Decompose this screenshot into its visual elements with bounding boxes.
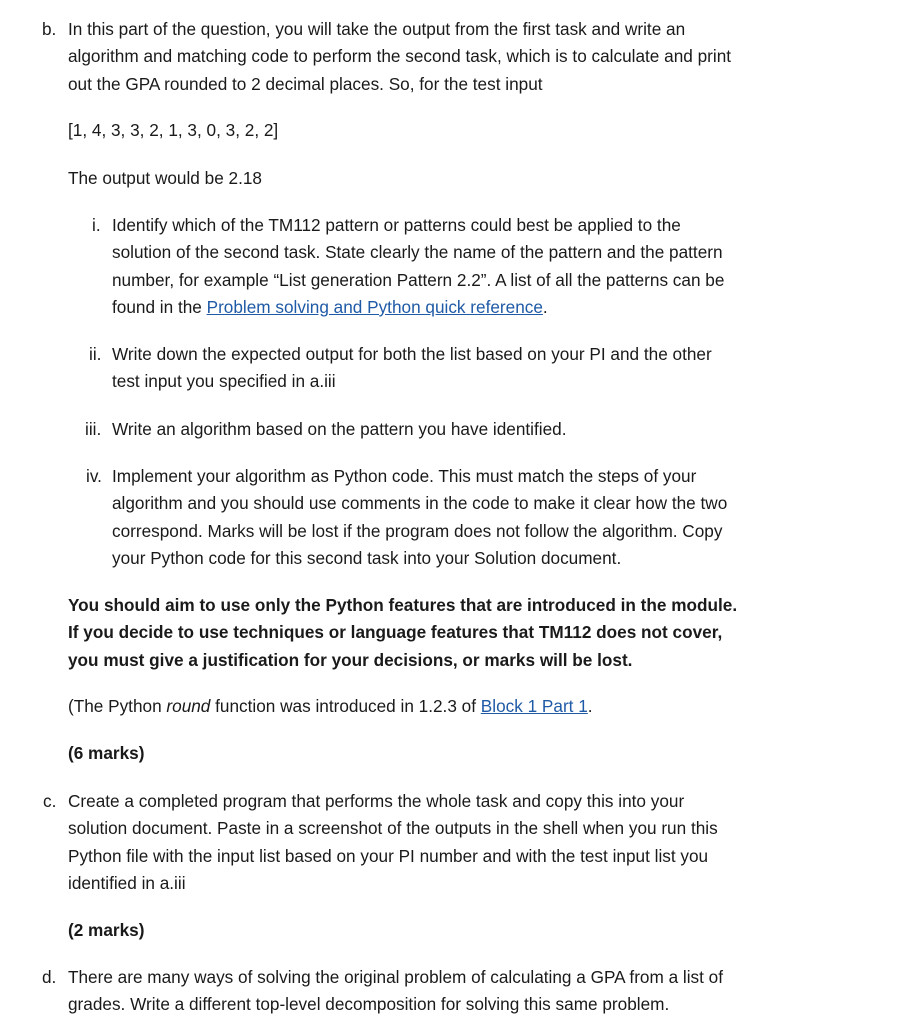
part-c-marker: c. bbox=[43, 791, 57, 811]
item-i-line-4-pre: found in the bbox=[112, 296, 207, 317]
item-iii-marker: iii. bbox=[85, 419, 102, 439]
item-i bbox=[112, 212, 902, 321]
item-ii-marker: ii. bbox=[89, 344, 102, 364]
block-1-part-1-link[interactable]: Block 1 Part 1 bbox=[480, 696, 588, 716]
part-b-line-2: algorithm and matching code to perform the second task, which is to calculate and print bbox=[68, 46, 732, 67]
expected-output-text: The output would be 2.18 bbox=[68, 168, 262, 188]
item-i-line-4 bbox=[112, 294, 902, 321]
bold-note bbox=[68, 592, 908, 674]
round-note-post: . bbox=[587, 696, 593, 716]
part-b-marker: b. bbox=[42, 19, 57, 39]
test-input: [1, 4, 3, 3, 2, 1, 3, 0, 3, 2, 2] bbox=[68, 120, 279, 140]
item-i-line-4-post: . bbox=[542, 296, 548, 317]
round-note bbox=[68, 693, 593, 720]
part-c-line-2: solution document. Paste in a screenshot of the outputs in the shell when you run this bbox=[68, 818, 718, 839]
part-c-line-1: Create a completed program that performs the whole task and copy this into your bbox=[68, 791, 685, 811]
item-ii-line-2: test input you specified in a.iii bbox=[112, 371, 336, 392]
item-iv-line-2: algorithm and you should use comments in the code to make it clear how the two bbox=[112, 493, 728, 514]
part-d-line-2: grades. Write a different top-level decomposition for solving this same problem. bbox=[68, 994, 670, 1015]
item-iv-line-1: Implement your algorithm as Python code. This must match the steps of your bbox=[112, 466, 697, 486]
item-iv bbox=[112, 463, 902, 572]
part-c-marks: (2 marks) bbox=[68, 920, 145, 940]
part-b-line-3: out the GPA rounded to 2 decimal places. So, for the test input bbox=[68, 73, 543, 94]
bold-note-line-2: If you decide to use techniques or language features that TM112 does not cover, bbox=[68, 622, 723, 643]
round-note-mid: function was introduced in 1.2.3 of bbox=[210, 696, 481, 716]
bold-note-line-3: you must give a justification for your decisions, or marks will be lost. bbox=[68, 649, 633, 670]
item-iv-line-4: your Python code for this second task into your Solution document. bbox=[112, 547, 622, 568]
bold-note-line-1: You should aim to use only the Python features that are introduced in the module. bbox=[68, 595, 738, 615]
item-i-marker: i. bbox=[92, 215, 101, 235]
item-i-line-3: number, for example “List generation Pattern 2.2”. A list of all the patterns can be bbox=[112, 269, 725, 290]
part-d-marker: d. bbox=[42, 967, 57, 987]
part-b-line-1: In this part of the question, you will take the output from the first task and write an bbox=[68, 19, 686, 39]
item-iii-line-1: Write an algorithm based on the pattern you have identified. bbox=[112, 419, 567, 439]
part-c-line-4: identified in a.iii bbox=[68, 872, 186, 893]
item-i-line-1: Identify which of the TM112 pattern or patterns could best be applied to the bbox=[112, 215, 681, 235]
item-i-line-2: solution of the second task. State clearly the name of the pattern and the pattern bbox=[112, 242, 723, 263]
round-note-italic: round bbox=[166, 696, 211, 716]
part-b-intro bbox=[68, 16, 888, 98]
item-iv-marker: iv. bbox=[86, 466, 102, 486]
part-d bbox=[68, 964, 908, 1019]
item-iii bbox=[112, 416, 902, 443]
item-iv-line-3: correspond. Marks will be lost if the program does not follow the algorithm. Copy bbox=[112, 520, 723, 541]
part-d-line-1: There are many ways of solving the original problem of calculating a GPA from a list of bbox=[68, 967, 724, 987]
round-note-pre: (The Python bbox=[68, 696, 167, 716]
item-ii-line-1: Write down the expected output for both the list based on your PI and the other bbox=[112, 344, 712, 364]
item-ii bbox=[112, 341, 902, 396]
part-c bbox=[68, 788, 908, 897]
part-c-line-3: Python file with the input list based on your PI number and with the test input list you bbox=[68, 845, 709, 866]
quick-reference-link[interactable]: Problem solving and Python quick reference bbox=[206, 296, 543, 317]
part-b-marks: (6 marks) bbox=[68, 743, 145, 763]
